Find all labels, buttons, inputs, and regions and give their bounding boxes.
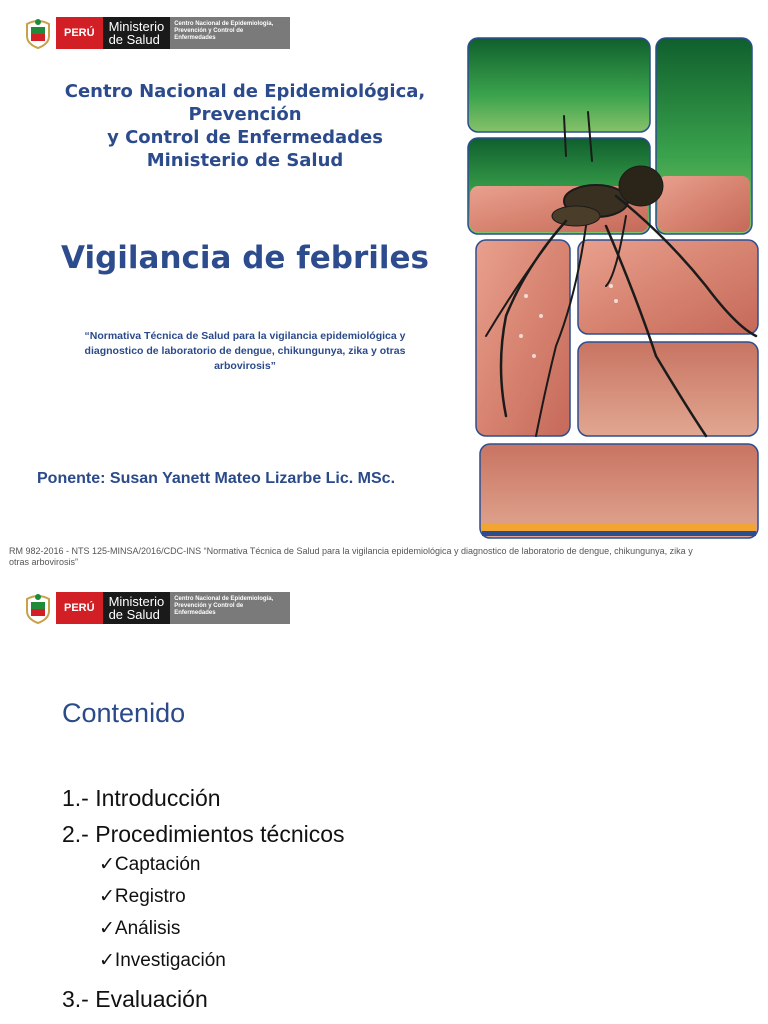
ministry-label: Ministerio de Salud	[103, 592, 171, 624]
org-line: y Control de Enfermedades	[107, 127, 383, 148]
footnote-reference: RM 982-2016 - NTS 125-MINSA/2016/CDC-INS “Normativa Técnica de Salud para la vigilancia epidemiológica y diagnostico de laboratorio de dengue, chikungunya, zika y otras arbovirosis”	[9, 546, 693, 567]
ministry-label: Ministerio de Salud	[103, 17, 171, 49]
center-label: Centro Nacional de Epidemiología, Prevención y Control de Enfermedades	[170, 17, 290, 49]
toc-item: 1.- Introducción	[62, 785, 221, 811]
peru-label: PERÚ	[56, 17, 103, 49]
coat-of-arms-icon	[20, 14, 56, 52]
toc-subitem: ✓Análisis	[99, 918, 181, 939]
toc-item: 2.- Procedimientos técnicos	[62, 821, 345, 847]
toc-item: 3.- Evaluación	[62, 986, 208, 1012]
toc-subitem: ✓Investigación	[99, 950, 226, 971]
table-of-contents	[62, 784, 345, 1014]
presentation-title: Vigilancia de febriles	[61, 240, 429, 276]
mosquito-photo-mosaic	[466, 36, 766, 545]
ministry-logo	[20, 14, 290, 52]
organization-title	[30, 80, 460, 172]
peru-label: PERÚ	[56, 592, 103, 624]
org-line: Ministerio de Salud	[146, 150, 344, 171]
presenter-name: Ponente: Susan Yanett Mateo Lizarbe Lic. MSc.	[37, 470, 396, 487]
toc-subitem: ✓Captación	[99, 854, 201, 875]
ministry-logo	[20, 589, 290, 627]
coat-of-arms-icon	[20, 589, 56, 627]
toc-subitem: ✓Registro	[99, 886, 186, 907]
normativa-quote: “Normativa Técnica de Salud para la vigilancia epidemiológica y diagnostico de laboratorio de dengue, chikungunya, zika y otras arbovirosis”	[84, 330, 406, 372]
contents-heading: Contenido	[62, 698, 186, 728]
center-label: Centro Nacional de Epidemiología, Prevención y Control de Enfermedades	[170, 592, 290, 624]
org-line: Prevención	[188, 104, 302, 125]
org-line: Centro Nacional de Epidemiológica,	[64, 81, 426, 102]
